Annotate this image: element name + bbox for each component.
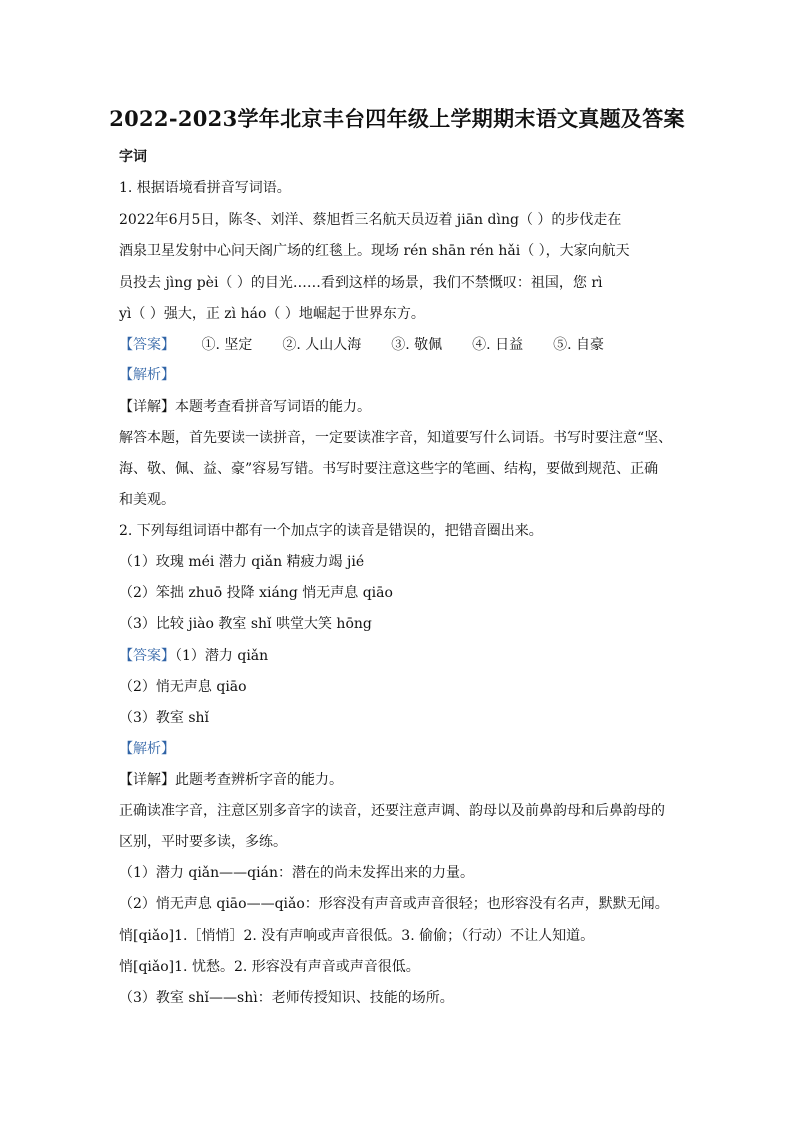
q2-answer-1: （1）潜力 qiǎn bbox=[175, 648, 269, 664]
q2-item-3: （3）比较 jiào 教室 shǐ 哄堂大笑 hōng bbox=[119, 616, 372, 632]
q2-item-1: （1）玫瑰 méi 潜力 qiǎn 精疲力竭 jié bbox=[119, 554, 365, 570]
q2-answer-row bbox=[119, 645, 679, 667]
q2-detail-6: 悄[qiǎo]1.［悄悄］2. 没有声响或声音很低。3. 偷偷；（行动）不让人知道。 bbox=[119, 928, 595, 944]
q1-line-3: 员投去 jìng pèi（ ）的目光……看到这样的场景，我们不禁慨叹：祖国，您 rì bbox=[119, 275, 603, 291]
q1-detail-4: 和美观。 bbox=[119, 492, 175, 508]
q1-stem: 1. 根据语境看拼音写词语。 bbox=[119, 180, 291, 196]
q2-answer-3: （3）教室 shǐ bbox=[119, 710, 210, 726]
q1-answer-3: ③. 敬佩 bbox=[391, 337, 443, 353]
q2-answer-2: （2）悄无声息 qiāo bbox=[119, 679, 247, 695]
answer-tag: 【答案】 bbox=[119, 648, 175, 664]
q1-answer-1: ①. 坚定 bbox=[201, 337, 253, 353]
q2-item-2: （2）笨拙 zhuō 投降 xiáng 悄无声息 qiāo bbox=[119, 585, 393, 601]
q1-answer-row bbox=[119, 334, 679, 356]
q2-detail-5: （2）悄无声息 qiāo——qiǎo：形容没有声音或声音很轻；也形容没有名声，默默无闻。 bbox=[119, 896, 669, 912]
q1-line-1: 2022年6月5日，陈冬、刘洋、蔡旭哲三名航天员迈着 jiān dìng（ ）的步伐走在 bbox=[119, 212, 622, 228]
q1-detail-2: 解答本题，首先要读一读拼音，一定要读准字音，知道要写什么词语。书写时要注意“坚、 bbox=[119, 430, 673, 446]
q2-analysis-tag: 【解析】 bbox=[119, 741, 175, 757]
q1-detail-3: 海、敬、佩、益、豪”容易写错。书写时要注意这些字的笔画、结构，要做到规范、正确 bbox=[119, 461, 659, 477]
q2-detail-1: 【详解】此题考查辨析字音的能力。 bbox=[119, 772, 343, 788]
q2-detail-3: 区别，平时要多读，多练。 bbox=[119, 834, 287, 850]
q2-detail-4: （1）潜力 qiǎn——qián：潜在的尚未发挥出来的力量。 bbox=[119, 865, 474, 881]
answer-tag: 【答案】 bbox=[119, 337, 175, 353]
q1-answer-5: ⑤. 自豪 bbox=[553, 337, 604, 353]
q1-answer-2: ②. 人山人海 bbox=[282, 337, 362, 353]
page-title: 2022-2023学年北京丰台四年级上学期期末语文真题及答案 bbox=[109, 106, 685, 131]
q1-detail-1: 【详解】本题考查看拼音写词语的能力。 bbox=[119, 399, 371, 415]
q2-detail-8: （3）教室 shǐ——shì：老师传授知识、技能的场所。 bbox=[119, 990, 454, 1006]
q1-answer-4: ④. 日益 bbox=[472, 337, 524, 353]
q2-detail-2: 正确读准字音，注意区别多音字的读音，还要注意声调、韵母以及前鼻韵母和后鼻韵母的 bbox=[119, 803, 665, 819]
q1-line-4: yì（ ）强大，正 zì háo（ ）地崛起于世界东方。 bbox=[119, 306, 425, 322]
section-heading: 字词 bbox=[119, 149, 147, 165]
q1-line-2: 酒泉卫星发射中心问天阁广场的红毯上。现场 rén shān rén hǎi（ ），大家向航天 bbox=[119, 243, 630, 259]
q2-stem: 2. 下列每组词语中都有一个加点字的读音是错误的，把错音圈出来。 bbox=[119, 523, 543, 539]
q2-detail-7: 悄[qiǎo]1. 忧愁。2. 形容没有声音或声音很低。 bbox=[119, 959, 420, 975]
q1-analysis-tag: 【解析】 bbox=[119, 367, 175, 383]
